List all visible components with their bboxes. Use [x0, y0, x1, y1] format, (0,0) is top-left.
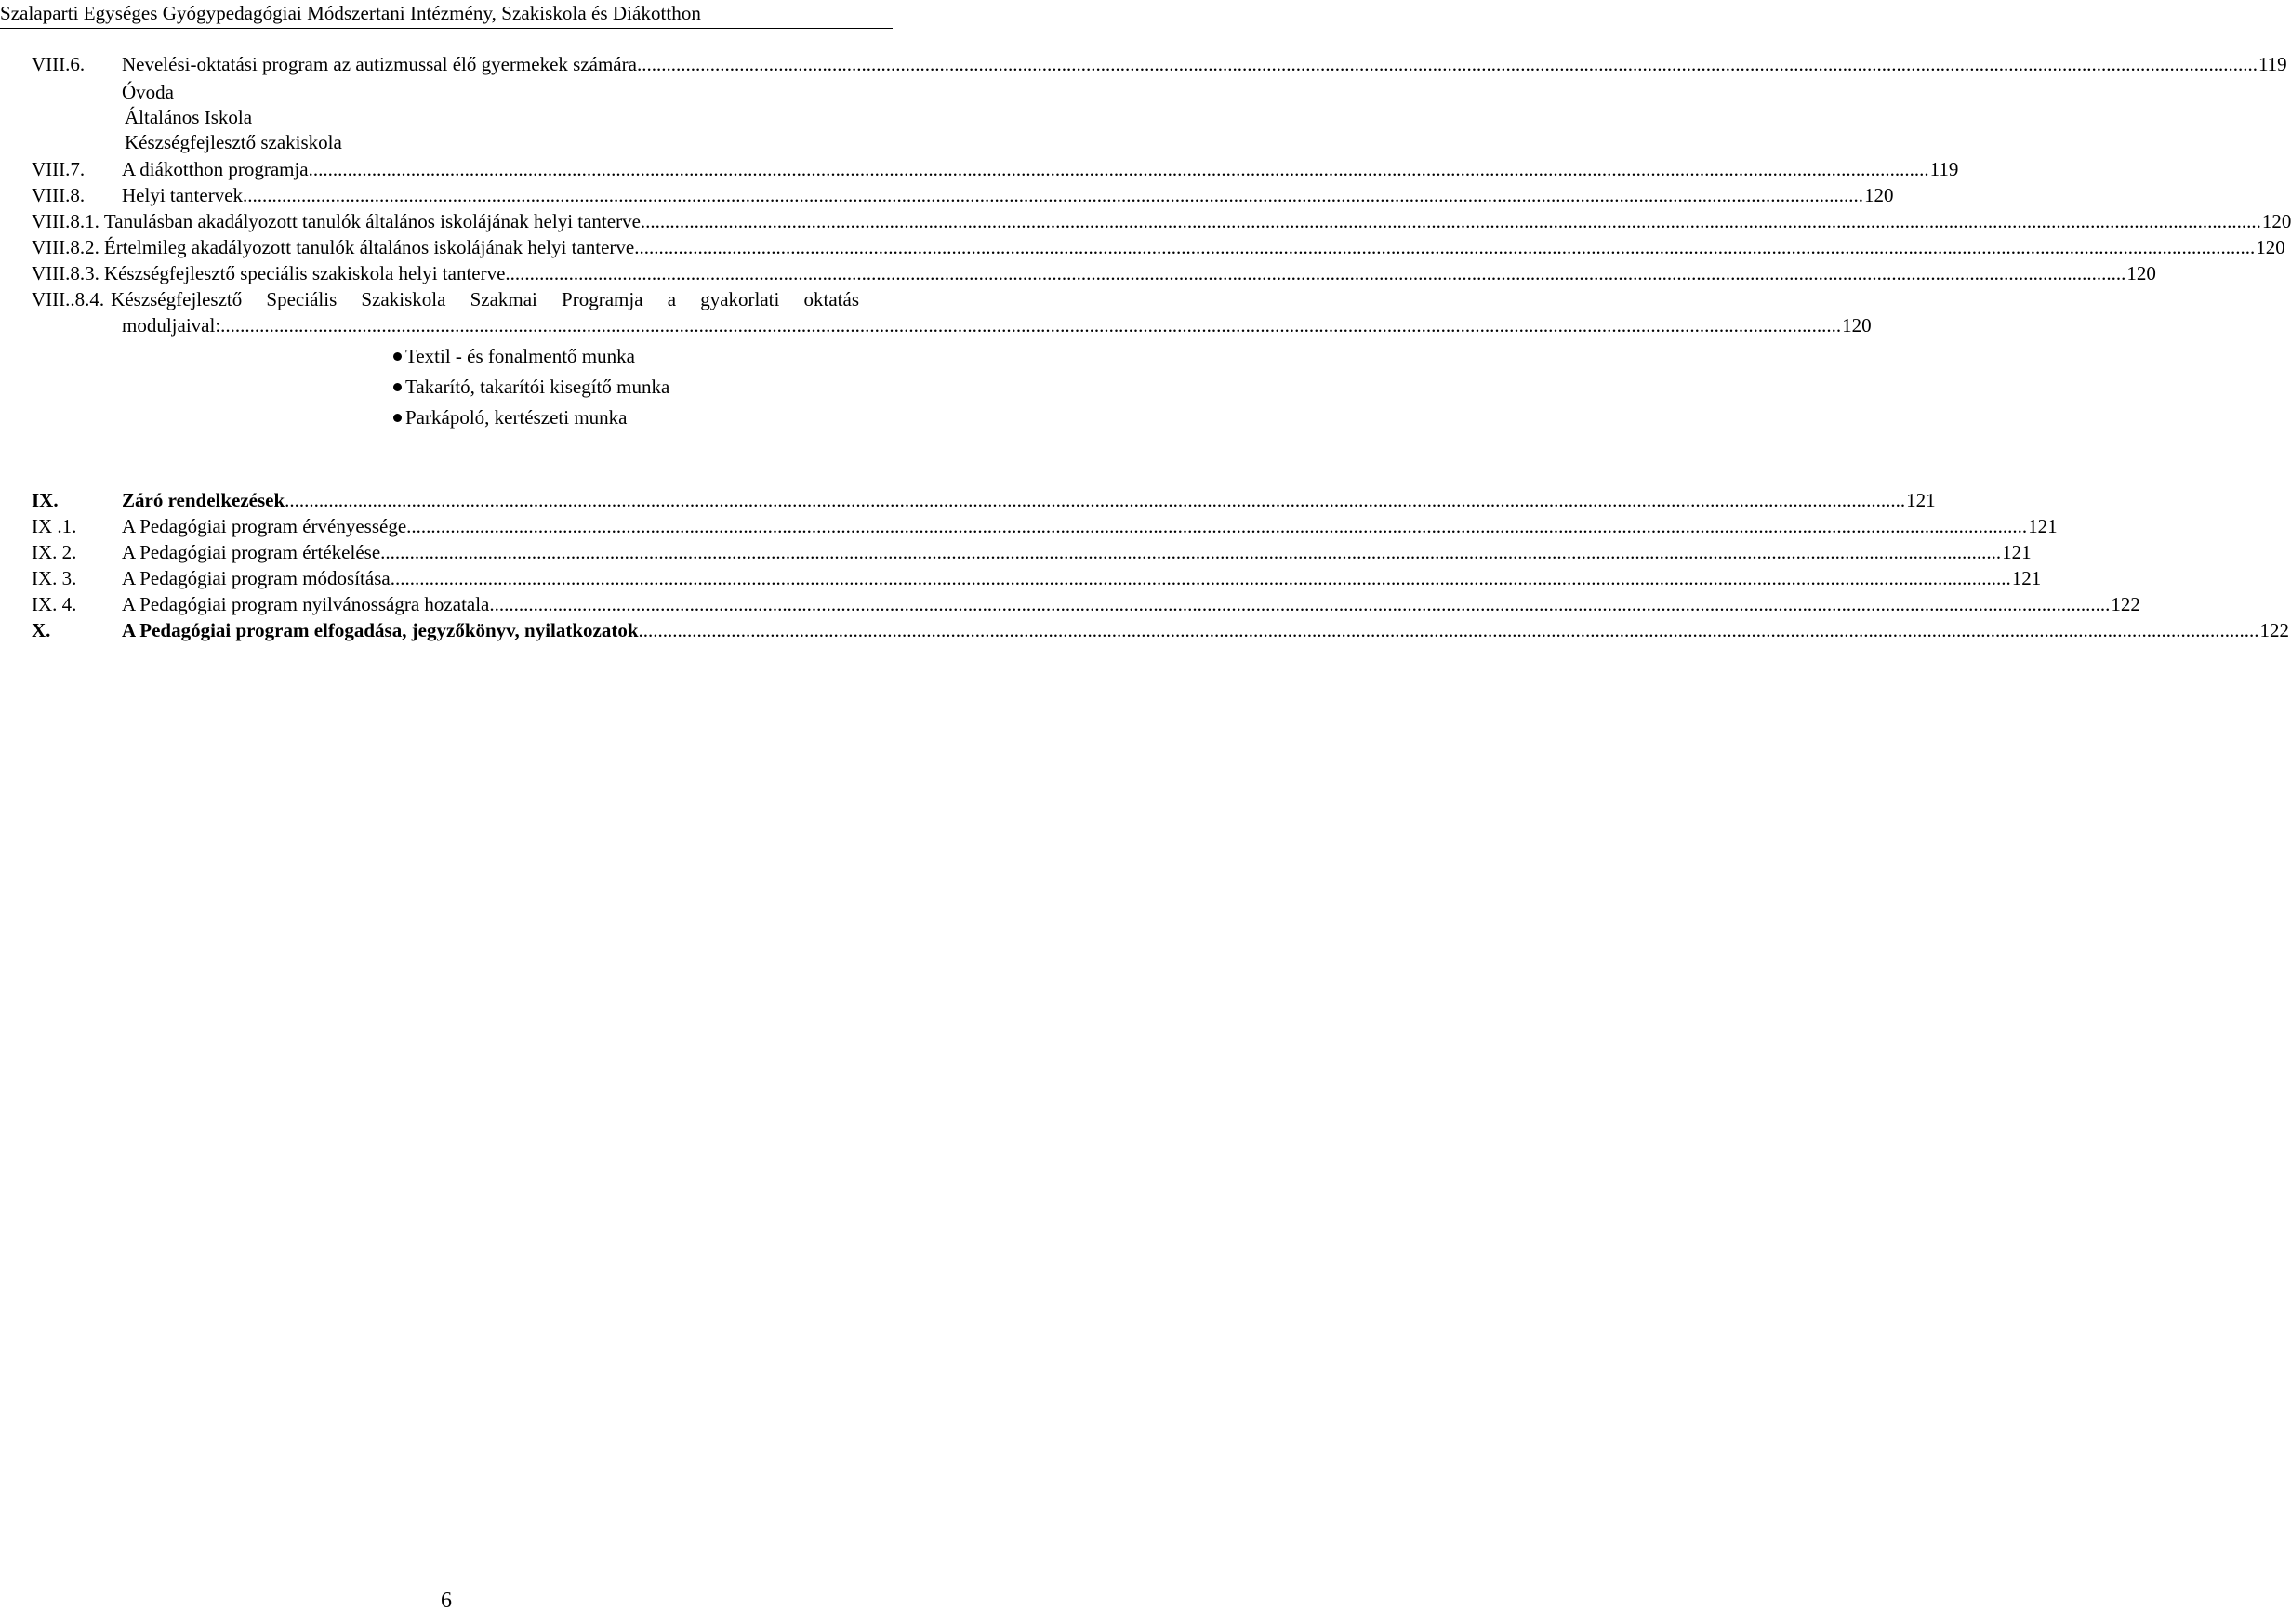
toc-number: VIII..8.4.: [32, 288, 105, 310]
toc-entry-viii-8-2[interactable]: [32, 234, 2285, 262]
bullet-icon: [393, 414, 402, 422]
toc-number: VIII.8.1.: [32, 210, 99, 232]
toc-title: A Pedagógiai program elfogadása, jegyzőkönyv, nyilatkozatok: [122, 619, 639, 641]
toc-subitem: Óvoda: [122, 81, 174, 103]
toc-number: X.: [32, 619, 51, 641]
toc-page: 121: [2028, 515, 2058, 537]
toc-page: 122: [2111, 593, 2140, 615]
toc-title: A Pedagógiai program értékelése: [122, 541, 381, 563]
bullet-text: Takarító, takarítói kisegítő munka: [405, 376, 670, 398]
toc-number: VIII.8.: [32, 184, 86, 206]
toc-number: IX. 2.: [32, 541, 77, 563]
toc-title: Készségfejlesztő speciális szakiskola helyi tanterve: [103, 262, 506, 284]
toc-page: 121: [1906, 489, 1936, 511]
toc-leader-dots: [391, 565, 2011, 591]
toc-title: Nevelési-oktatási program az autizmussal élő gyermekek számára: [122, 53, 637, 75]
toc-bullet-item: [393, 374, 669, 400]
toc-page: 121: [2002, 541, 2032, 563]
toc-entry-ix-2[interactable]: [32, 539, 2032, 567]
toc-title: Záró rendelkezések: [122, 489, 285, 511]
toc-page: 119: [2258, 53, 2287, 75]
toc-entry-viii-8-4-continued[interactable]: [122, 312, 1872, 340]
toc-entry-ix-3[interactable]: [32, 565, 2042, 593]
toc-number: VIII.8.2.: [32, 236, 99, 258]
toc-leader-dots: [220, 312, 1841, 338]
bullet-icon: [393, 352, 402, 361]
toc-entry-viii-7[interactable]: [32, 156, 1959, 184]
page-header: Szalaparti Egységes Gyógypedagógiai Módszertani Intézmény, Szakiskola és Diákotthon: [0, 2, 701, 24]
bullet-icon: [393, 383, 402, 391]
bullet-text: Parkápoló, kertészeti munka: [405, 406, 628, 429]
toc-number: IX .1.: [32, 515, 77, 537]
toc-leader-dots: [634, 234, 2255, 260]
toc-leader-dots: [406, 513, 2027, 539]
toc-entry-ix-4[interactable]: [32, 591, 2140, 619]
toc-page: 120: [2256, 236, 2285, 258]
toc-page: 119: [1929, 158, 1959, 180]
toc-number: VIII.7.: [32, 158, 86, 180]
toc-leader-dots: [505, 260, 2125, 286]
toc-title: Tanulásban akadályozott tanulók általános iskolájának helyi tanterve: [103, 210, 641, 232]
toc-page: 122: [2259, 619, 2290, 641]
toc-number: VIII.8.3.: [32, 262, 99, 284]
toc-leader-dots: [380, 539, 2001, 565]
toc-page: 120: [2261, 210, 2291, 232]
toc-entry-viii-8[interactable]: [32, 182, 1894, 210]
toc-leader-dots: [309, 156, 1929, 182]
toc-title: Értelmileg akadályozott tanulók általános iskolájának helyi tanterve: [103, 236, 635, 258]
toc-leader-dots: [489, 591, 2110, 617]
toc-bullet-item: [393, 404, 628, 430]
toc-bullet-item: [393, 343, 635, 369]
toc-leader-dots: [285, 487, 1905, 513]
toc-subitem: Általános Iskola: [125, 106, 253, 128]
toc-leader-dots: [639, 617, 2259, 643]
toc-number: IX.: [32, 489, 59, 511]
toc-title: Készségfejlesztő Speciális Szakiskola Szakmai Programja a gyakorlati oktatás: [111, 288, 859, 310]
toc-number: VIII.6.: [32, 53, 86, 75]
toc-entry-viii-8-1[interactable]: [32, 208, 2291, 236]
toc-page: 120: [1864, 184, 1894, 206]
toc-leader-dots: [637, 51, 2258, 77]
toc-entry-viii-8-3[interactable]: [32, 260, 2156, 288]
header-rule: [0, 28, 893, 29]
toc-entry-ix-1[interactable]: [32, 513, 2058, 541]
toc-page: 120: [2126, 262, 2156, 284]
toc-title: A Pedagógiai program módosítása: [122, 567, 391, 589]
toc-title: A Pedagógiai program érvényessége: [122, 515, 407, 537]
toc-number: IX. 3.: [32, 567, 77, 589]
toc-leader-dots: [243, 182, 1863, 208]
toc-entry-x[interactable]: [32, 617, 2290, 645]
toc-entry-viii-6[interactable]: [32, 51, 2287, 79]
toc-title: A Pedagógiai program nyilvánosságra hozatala: [122, 593, 490, 615]
toc-entry-viii-8-4[interactable]: [32, 286, 859, 314]
toc-subitem: Készségfejlesztő szakiskola: [125, 131, 342, 153]
toc-page: 121: [2011, 567, 2042, 589]
toc-title: A diákotthon programja: [122, 158, 309, 180]
toc-leader-dots: [641, 208, 2261, 234]
toc-title: Helyi tantervek: [122, 184, 244, 206]
bullet-text: Textil - és fonalmentő munka: [405, 345, 635, 367]
page-number: 6: [441, 1589, 452, 1613]
toc-page: 120: [1842, 314, 1872, 337]
toc-title-continued: moduljaival:: [122, 314, 221, 337]
toc-entry-ix[interactable]: [32, 487, 1936, 515]
toc-number: IX. 4.: [32, 593, 77, 615]
